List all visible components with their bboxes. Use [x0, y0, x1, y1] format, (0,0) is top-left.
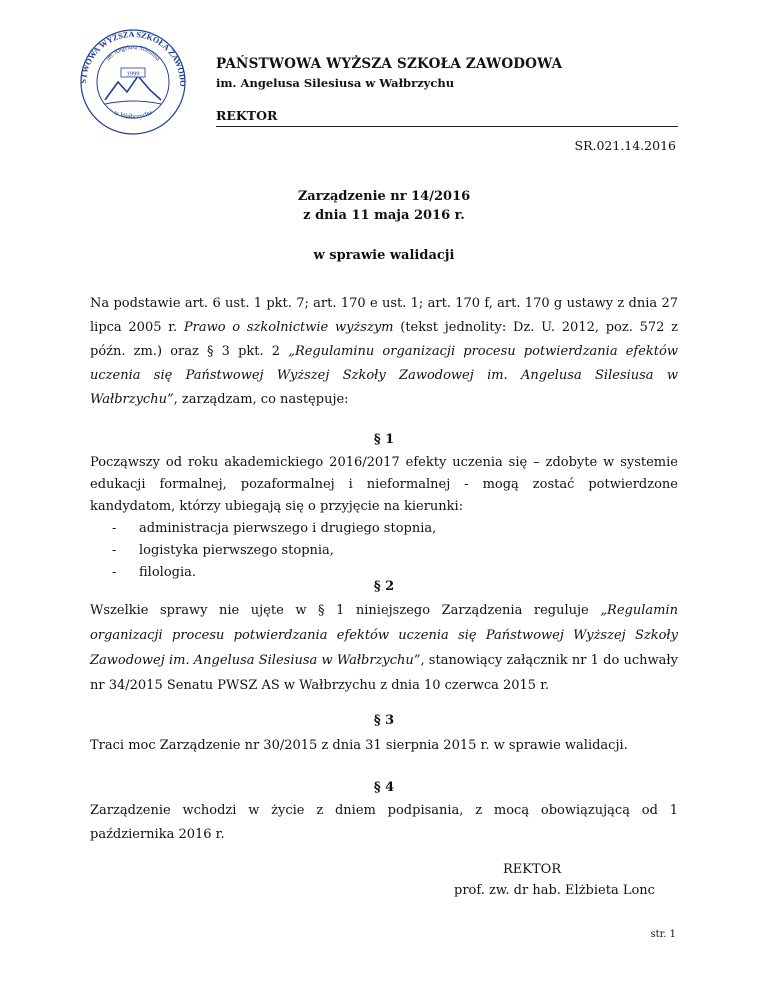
list-item: - filologia. — [112, 565, 197, 580]
section-1-heading: § 1 — [373, 432, 395, 447]
ordinance-number: Zarządzenie nr 14/2016 — [297, 189, 471, 204]
signature-name: prof. zw. dr hab. Elżbieta Lonc — [454, 883, 655, 898]
seal-bottom-text: w Wałbrzychu — [112, 108, 154, 121]
seal-inner-text: im. Angelusa Silesiusa — [104, 43, 162, 63]
seal-ring-text: STWOWA WYŻSZA SZKOŁA ZAWODO — [78, 29, 188, 87]
intro-paragraph — [90, 292, 678, 412]
intro-text-3: , zarządzam, co następuje: — [173, 392, 349, 407]
intro-text-1: Na podstawie art. 6 ust. 1 pkt. 7; art. 170 e ust. 1; art. 170 f, art. 170 g ustawy z dnia 27 lipca 2005 r. — [90, 296, 678, 335]
section-1-text: Począwszy od roku akademickiego 2016/2017 efekty uczenia się – zdobyte w systemie edukacji formalnej, pozaformalnej i nieformalnej - mogą zostać potwierdzone kandydatom, którzy ubiegają się o przyjęcie na kierunki: — [90, 455, 678, 514]
list-item: - logistyka pierwszego stopnia, — [112, 543, 334, 558]
section-4-heading: § 4 — [373, 780, 395, 795]
institution-name: PAŃSTWOWA WYŻSZA SZKOŁA ZAWODOWA — [216, 56, 563, 72]
mountain-icon — [105, 76, 161, 100]
intro-text-2: (tekst jednolity: Dz. U. 2012, poz. 572 z późn. zm.) oraz § 3 pkt. 2 — [90, 320, 678, 359]
intro-act-title: Prawo o szkolnictwie wyższym — [183, 320, 394, 335]
institution-subtitle: im. Angelusa Silesiusa w Wałbrzychu — [216, 76, 455, 90]
seal-svg — [72, 20, 194, 138]
university-seal-logo — [72, 20, 194, 138]
section-2-text: Wszelkie sprawy nie ujęte w § 1 niniejszego Zarządzenia reguluje „Regulamin organizacji procesu potwierdzania efektów uczenia się Państwowej Wyższej Szkoły Zawodowej im. Angelusa Silesiusa w Wałbrzychu”, stanowiący załącznik nr 1 do uchwały nr 34/2015 Senatu PWSZ AS w Wałbrzychu z dnia 10 czerwca 2015 r. — [90, 603, 678, 693]
wave-icon — [105, 101, 161, 104]
list-item: - administracja pierwszego i drugiego stopnia, — [112, 521, 437, 536]
ordinance-subject: w sprawie walidacji — [313, 248, 455, 263]
document-reference: SR.021.14.2016 — [574, 138, 676, 153]
section-4-text: Zarządzenie wchodzi w życie z dniem podpisania, z mocą obowiązującą od 1 października 2016 r. — [90, 803, 678, 842]
fields-of-study-list — [112, 518, 436, 584]
intro-regulation-title: „Regulaminu organizacji procesu potwierdzania efektów uczenia się Państwowej Wyższej Szkoły Zawodowej im. Angelusa Silesiusa w Wałbrzychu” — [90, 344, 678, 407]
page-number: str. 1 — [650, 929, 676, 940]
office-label: REKTOR — [216, 108, 278, 123]
ordinance-date: z dnia 11 maja 2016 r. — [303, 208, 465, 223]
seal-year: 1999 — [126, 70, 140, 78]
regulation-title: „Regulamin organizacji procesu potwierdzania efektów uczenia się Państwowej Wyższej Szkoły Zawodowej im. Angelusa Silesiusa w Wałbrzychu” — [90, 603, 678, 668]
section-3-text: Traci moc Zarządzenie nr 30/2015 z dnia 31 sierpnia 2015 r. w sprawie walidacji. — [90, 738, 628, 753]
section-2-heading: § 2 — [373, 579, 395, 594]
section-3-heading: § 3 — [373, 713, 395, 728]
header-divider — [216, 126, 678, 127]
signature-role: REKTOR — [503, 862, 562, 877]
